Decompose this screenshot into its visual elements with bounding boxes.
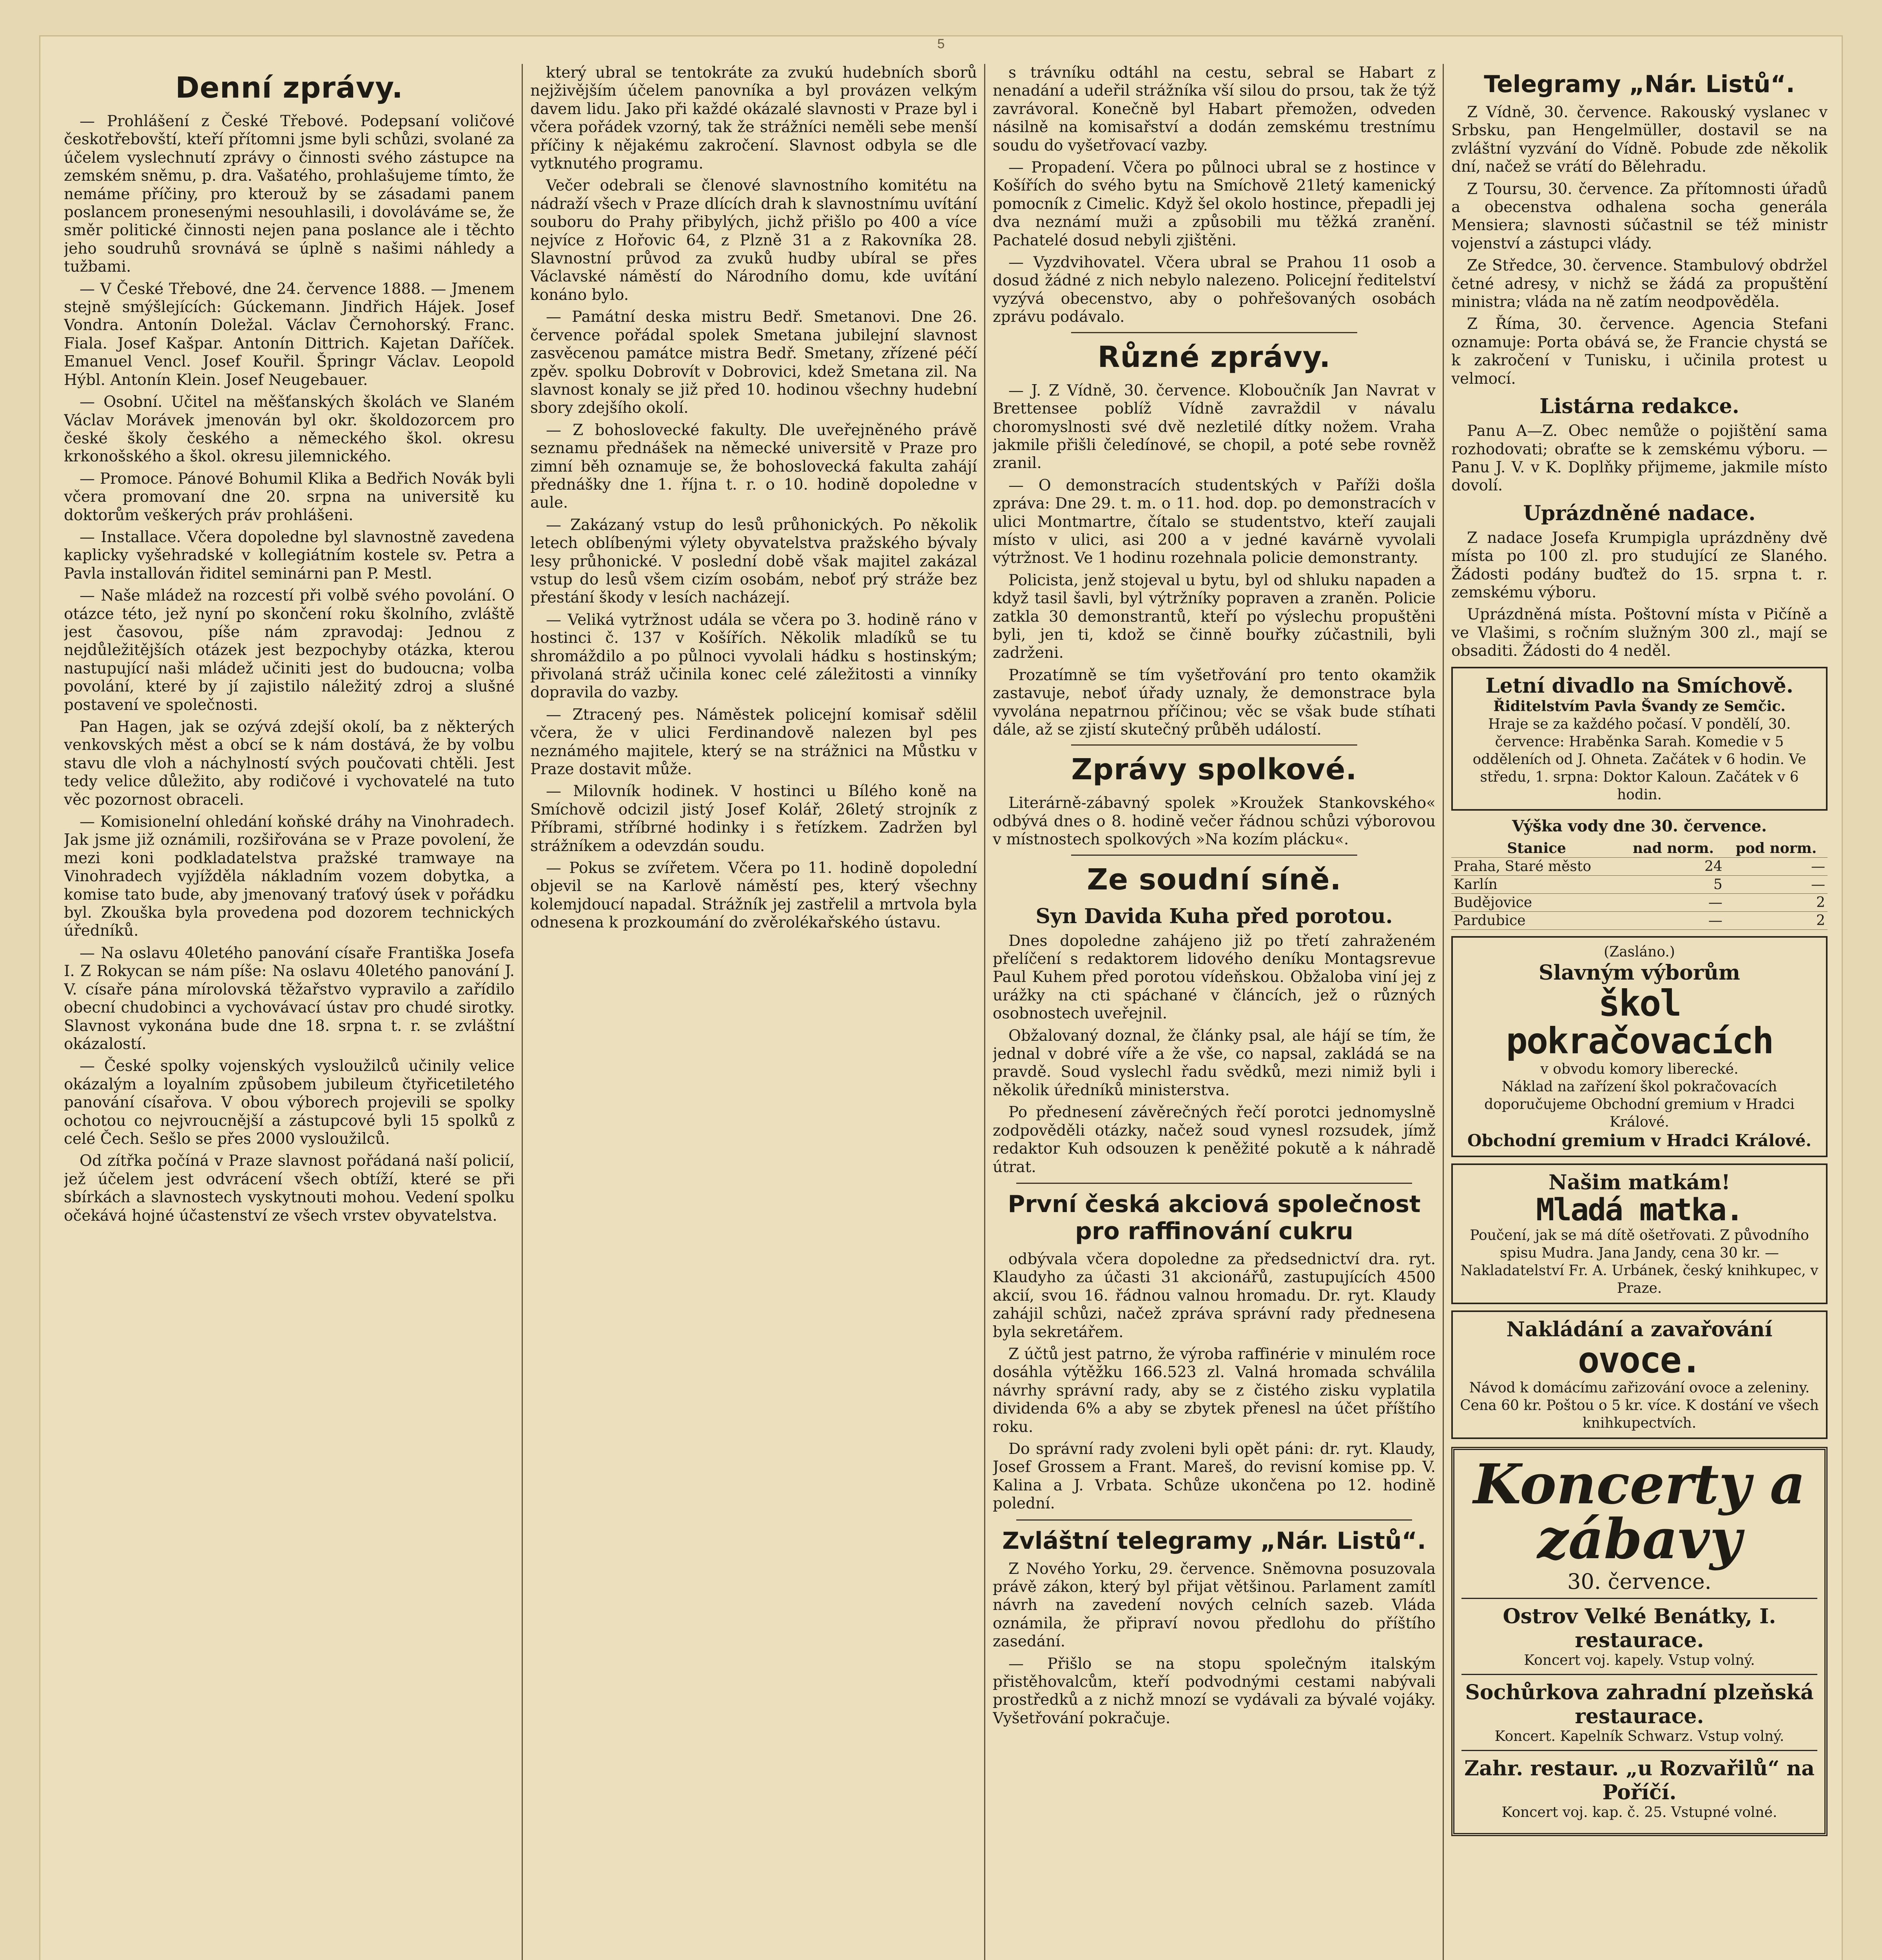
special-telegrams-heading: Zvláštní telegramy „Nár. Listů“. [1002, 1527, 1426, 1555]
water-level-cell: — [1622, 893, 1725, 911]
article-paragraph: Dnes dopoledne zahájeno již po třetí zahraženém přelíčení s redaktorem lidového deníku Montagsrevue Paul Kuhem před porotou vídeňskou. Obžaloba viní jej z urážky na cti spáchané v článcích, jež o různých osobnostech uveřejnil. [993, 932, 1436, 1023]
article-paragraph: — Naše mládež na rozcestí při volbě svého povolání. O otázce této, jež nyní po skončení roku školního, zvláště jest časovou, píše nám zpravodaj: Jednou z nejdůležitějších otázek jest bezpochyby otázka, kterou nastupující naši mládež učiniti jest do budoucna; volba povolání, které by jí zajistilo náležitý zdroj a slušné postavení ve společnosti. [64, 587, 515, 714]
concert-venue-name: Sochůrkova zahradní plzeňská restaurace. [1465, 1681, 1814, 1729]
water-level-row [1451, 911, 1828, 929]
preserves-ad-line1: Nakládání a zavařování [1506, 1317, 1773, 1341]
concerts-title: Koncerty a zábavy [1473, 1452, 1806, 1572]
newspaper-page [39, 35, 1843, 1960]
article-paragraph: Do správní rady zvoleni byli opět páni: dr. ryt. Klaudy, Josef Grossem a Frant. Mareš, do revisní komise pp. V. Kalina a J. Vrbata. Schůze ukončena po 12. hodině polední. [993, 1440, 1436, 1513]
concert-venue-detail: Koncert voj. kap. č. 25. Vstupné volné. [1501, 1804, 1777, 1821]
article-paragraph: — České spolky vojenských vysloužilců učinily velice okázalým a loyalním způsobem jubileum čtyřicetiletého panování císařova. V obou výborech projevili se spolky ochotou co nejvroucnější a zástupcové byli 15 spolků z celé Čech. Sešlo se přes 2000 vysloužilců. [64, 1057, 515, 1148]
school-ad [1451, 936, 1828, 1157]
sugar-company-headline: První česká akciová společnost pro raffinování cukru [1008, 1190, 1421, 1245]
article-paragraph: — Milovník hodinek. V hostinci u Bílého koně na Smíchově odcizil jistý Josef Kolář, 26letý strojník z Příbrami, stříbrné hodinky i s řetízkem. Zadržen byl strážníkem a odevzdán soudu. [530, 782, 977, 855]
water-level-header-row [1451, 839, 1828, 858]
daily-news-body [64, 113, 515, 1225]
foundations-body [1451, 529, 1828, 661]
article-paragraph: — Ztracený pes. Náměstek policejní komisař sdělil včera, že v ulici Ferdinandově nalezen byl pes neznámého majitele, který se na strážnici na Můstku v Praze dostavit může. [530, 706, 977, 779]
concert-venue-name: Ostrov Velké Benátky, I. restaurace. [1503, 1604, 1776, 1653]
water-level-cell: Pardubice [1451, 911, 1622, 929]
special-telegrams-body [993, 1560, 1436, 1728]
column-3-top-body [993, 64, 1436, 327]
water-level-row [1451, 857, 1828, 875]
article-paragraph: Literárně-zábavný spolek »Kroužek Stankovského« odbývá dnes o 8. hodině večer řádnou schůzi výborovou v místnostech spolkových »Na kozím plácku«. [993, 794, 1436, 849]
article-paragraph: Z Vídně, 30. července. Rakouský vyslanec v Srbsku, pan Hengelmüller, dostavil se na zvláštní vyzvání do Vídně. Pobude zde několik dní, načež se vrátí do Bělehradu. [1451, 103, 1828, 176]
article-paragraph: Ze Středce, 30. července. Stambulový obdržel četné adresy, v nichž se žádá za propuštění ministra; vláda na ně zatím neodpověděla. [1451, 257, 1828, 311]
article-paragraph: Z Toursu, 30. července. Za přítomnosti úřadů a obecenstva odhalena socha generála Mensiera; slavnosti súčastnil se též ministr vojenství a zástupci vlády. [1451, 180, 1828, 252]
water-header-cell: nad norm. [1622, 839, 1725, 858]
article-paragraph: Policista, jenž stojeval u bytu, byl od shluku napaden a když tasil šavli, byl výtržníky popraven a zraněn. Policie zatkla 30 demonstrantů, kteří po výslechu propuštěni byli, jen ti, kdož se činně bouřky zúčastnili, byli zadrženi. [993, 571, 1436, 662]
water-level-cell: — [1725, 857, 1828, 875]
section-heading-telegrams: Telegramy „Nár. Listů“. [1484, 71, 1795, 98]
column-3 [993, 64, 1436, 1960]
water-level-cell: 5 [1622, 875, 1725, 893]
article-paragraph: Uprázdněná místa. Poštovní místa v Pičíně a ve Vlašimi, s ročním služným 300 zl., mají se obsaditi. Žádosti do 4 neděl. [1451, 606, 1828, 660]
school-ad-lead: (Zasláno.) [1604, 944, 1675, 960]
theater-subtitle: Řiditelstvím Pavla Švandy ze Semčic. [1493, 698, 1786, 715]
divider [1016, 1183, 1412, 1184]
concert-venue-detail: Koncert voj. kapely. Vstup volný. [1524, 1652, 1755, 1669]
article-paragraph: Po přednesení závěrečných řečí porotci jednomyslně zodpověděli otázky, načež soud vynesl rozsudek, jímž redaktor Kuh odsouzen k peněžité pokutě a k náhradě útrat. [993, 1103, 1436, 1176]
section-heading-various-news: Různé zprávy. [1097, 340, 1331, 374]
concert-venue [1461, 1750, 1817, 1826]
section-heading-daily-news: Denní zprávy. [175, 71, 403, 105]
article-paragraph: Z Nového Yorku, 29. července. Sněmovna posuzovala právě zákon, který byl přijat většinou. Parlament zamítl návrh na zavedení nových celních sazeb. Vláda oznámila, že připraví novou předlohu do příštího zasedání. [993, 1560, 1436, 1651]
water-level-cell: Praha, Staré město [1451, 857, 1622, 875]
article-paragraph: — Osobní. Učitel na měšťanských školách ve Slaném Václav Morávek jmenován byl okr. školdozorcem pro české školy českého a německého škol. okresu krkonošského a škol. okresu jilemnického. [64, 393, 515, 466]
article-paragraph: — Zakázaný vstup do lesů průhonických. Po několik letech oblíbenými výlety obyvatelstva pražského bývaly lesy průhonické. V poslední době však majitel zakázal vstup do lesů všem cizím osobám, neboť prý stráže bez přestání škody v lesích nacházejí. [530, 516, 977, 607]
water-level-row [1451, 875, 1828, 893]
water-level-cell: 2 [1725, 893, 1828, 911]
article-paragraph: — Veliká vytržnost udála se včera po 3. hodině ráno v hostinci č. 137 v Košířích. Několik mladíků se tu shromáždilo a po půlnoci vyvolali hádku s hostinským; přivolaná stráž učinila konec celé záležitosti a vinníky dopravila do vazby. [530, 611, 977, 702]
school-ad-line1: Slavným výborům [1538, 960, 1741, 985]
article-paragraph: Z účtů jest patrno, že výroba raffinérie v minulém roce dosáhla výtěžku 166.523 zl. Valná hromada schválila návrhy správní rady, aby se z čistého zisku vyplatila dividenda 6% a aby se zbytek přenesl na účet příštího roku. [993, 1345, 1436, 1436]
editorial-body [1451, 422, 1828, 495]
article-paragraph: Z Říma, 30. července. Agencia Stefani oznamuje: Porta obává se, že Francie chystá se k zakročení v Tunisku, i učinila protest u velmocí. [1451, 315, 1828, 388]
concert-venue-name: Zahr. restaur. „u Rozvařilů“ na Poříčí. [1464, 1757, 1815, 1805]
article-paragraph: — Na oslavu 40letého panování císaře Františka Josefa I. Z Rokycan se nám píše: Na oslavu 40letého panování J. V. císaře pána mírolovská těžařstvo vypravilo a zařídilo obecní chudobinci a vychovávací ústav pro chudé sirotky. Slavnost vykonána bude dne 18. srpna t. r. se zvláštní okázalostí. [64, 944, 515, 1053]
article-paragraph: Prozatímně se tím vyšetřování pro tento okamžik zastavuje, neboť úřady uznaly, že demonstrace byla vyvolána nepatrnou příčinou; věc se však bude stíhati dále, až se zjistí skutečný průběh událostí. [993, 666, 1436, 739]
concert-venue [1461, 1674, 1817, 1750]
column-1 [64, 64, 515, 1960]
article-paragraph: s trávníku odtáhl na cestu, sebral se Habart z nenadání a udeřil strážníka vší silou do prsou, tak že týž zavrávoral. Konečně byl Habart přemožen, odveden násilně na komisařství a dodán zemskému trestnímu soudu do vyšetřovací vazby. [993, 64, 1436, 154]
various-news-body [993, 382, 1436, 739]
article-paragraph: — J. Z Vídně, 30. července. Kloboučník Jan Navrat v Brettensee poblíž Vídně zavraždil v návalu choromyslnosti své dvě nezletilé dítky nožem. Vraha jakmile přišli čeledínové, se chopil, a poté sebe rovněž zranil. [993, 381, 1436, 472]
divider [1071, 744, 1357, 746]
water-header-cell: Stanice [1451, 839, 1622, 858]
water-header-cell: pod norm. [1725, 839, 1828, 858]
water-level-cell: Karlín [1451, 875, 1622, 893]
club-news-body [993, 794, 1436, 849]
concert-venue-detail: Koncert. Kapelník Schwarz. Vstup volný. [1494, 1728, 1784, 1745]
article-paragraph: — Pokus se zvířetem. Včera po 11. hodině dopolední objevil se na Karlově náměstí pes, který všechny kolemjdoucí napadal. Strážník jej zastřelil a mrtvola byla odnesena k prozkoumání do zvěrolékařského ústavu. [530, 859, 977, 932]
school-ad-text: Náklad na zařízení škol pokračovacích doporučujeme Obchodní gremium v Hradci Králové. [1484, 1078, 1795, 1130]
theater-text: Hraje se za každého počasí. V pondělí, 30. července: Hraběnka Sarah. Komedie v 5 odděleních od J. Ohneta. Začátek v 6 hodin. Ve středu, 1. srpna: Doktor Kaloun. Začátek v 6 hodin. [1472, 716, 1806, 803]
article-paragraph: — Promoce. Pánové Bohumil Klika a Bedřich Novák byli včera promovaní dne 20. srpna na universitě ku doktorům veškerých práv prohlášeni. [64, 470, 515, 524]
article-paragraph: — Komisionelní ohledání koňské dráhy na Vinohradech. Jak jsme již oznámili, rozšiřována se v Praze povolení, že mezi koni podkladatelstva pražské tramwaye na Vinohradech vyjížděla nákladním vozem dobytka, a komise tato bude, aby jmenovaný traťový úsek v pořádku byl. Zkouška byla provedena pod dozorem technických úředníků. [64, 813, 515, 940]
water-level-title: Výška vody dne 30. července. [1512, 817, 1767, 835]
article-paragraph: Z nadace Josefa Krumpigla uprázdněny dvě místa po 100 zl. pro studující ze Slaného. Žádosti podány buďtež do 15. srpna t. r. zemskému výboru. [1451, 529, 1828, 601]
divider [1071, 855, 1357, 856]
article-paragraph: Panu A—Z. Obec nemůže o pojištění sama rozhodovati; obraťte se k zemskému výboru. — Panu J. V. v K. Doplňky přijmeme, jakmile místo dovolí. [1451, 422, 1828, 495]
section-heading-club-news: Zprávy spolkové. [1071, 753, 1357, 787]
school-ad-sign: Obchodní gremium v Hradci Králové. [1467, 1131, 1811, 1150]
school-ad-line2: v obvodu komory liberecké. [1540, 1061, 1739, 1077]
theater-ad [1451, 667, 1828, 811]
telegrams-body [1451, 103, 1828, 388]
column-4 [1451, 64, 1828, 1960]
mothers-ad [1451, 1163, 1828, 1304]
article-paragraph: — Vyzdvihovatel. Včera ubral se Prahou 11 osob a dosud žádné z nich nebylo nalezeno. Policejní ředitelství vyzývá obecenstvo, aby o pohřešovaných osobách zprávu podávalo. [993, 254, 1436, 326]
column-rule [1443, 64, 1444, 1960]
water-level-cell: — [1622, 911, 1725, 929]
water-level-cell: 24 [1622, 857, 1725, 875]
column-rule [522, 64, 523, 1960]
concerts-box [1451, 1447, 1828, 1836]
divider [1016, 1519, 1412, 1521]
court-subheading: Syn Davida Kuha před porotou. [1035, 904, 1393, 928]
water-level-cell: — [1725, 875, 1828, 893]
page-number: 5 [937, 36, 945, 51]
concert-venue [1461, 1598, 1817, 1674]
article-paragraph: odbývala včera dopoledne za předsednictví dra. ryt. Klaudyho za účasti 31 akcionářů, zastupujících 4500 akcií, svou 16. řádnou valnou hromadu. Dr. ryt. Klaudy zahájil schůzi, načež zpráva správní rady přednesena byla sekretářem. [993, 1250, 1436, 1341]
water-level-table [1451, 839, 1828, 930]
sugar-company-body [993, 1250, 1436, 1513]
preserves-ad-big: ovoce. [1577, 1339, 1701, 1381]
section-heading-court: Ze soudní síně. [1087, 862, 1342, 897]
article-paragraph: — V České Třebové, dne 24. července 1888. — Jmenem stejně smýšlejících: Gúckemann. Jindřich Hájek. Josef Vondra. Antonín Doležal. Václav Černohorský. Franc. Fiala. Josef Kašpar. Antonín Dittrich. Kajetan Daříček. Emanuel Vencl. Josef Kouřil. Špringr Václav. Leopold Hýbl. Antonín Klein. Josef Neugebauer. [64, 280, 515, 389]
section-heading-foundations: Uprázdněné nadace. [1523, 501, 1756, 525]
article-paragraph: Pan Hagen, jak se ozývá zdejší okolí, ba z některých venkovských měst a obcí se k nám dostává, že by volbu stavu dle vloh a náchylností svých poučovati chtěli. Jest tedy velice důležito, aby rodičové i vychovatelé na tuto věc pozornost obraceli. [64, 718, 515, 809]
section-heading-editorial: Listárna redakce. [1539, 394, 1739, 419]
article-paragraph: Večer odebrali se členové slavnostního komitétu na nádraží všech v Praze dlících drah k slavnostnímu uvítání souboru do Prahy přibylých, jichž přišlo po 400 a více nejvíce z Hořovic 64, z Plzně 31 a z Rakovníka 28. Slavnostní průvod za zvuků hudby ubíral se přes Václavské náměstí do Národního domu, kde uvítání konáno bylo. [530, 177, 977, 304]
court-body [993, 932, 1436, 1176]
column-2-body [530, 64, 977, 932]
preserves-ad [1451, 1310, 1828, 1439]
school-ad-big: škol pokračovacích [1506, 982, 1773, 1062]
concerts-venues [1461, 1598, 1817, 1826]
article-paragraph: — Propadení. Včera po půlnoci ubral se z hostince v Košířích do svého bytu na Smíchově 21letý kamenický pomocník z Cimelic. Když šel okolo hostince, přepadli jej dva neznámí muži a způsobili mu těžká zranění. Pachatelé dosud nebyli zjištěni. [993, 159, 1436, 249]
water-level-cell: 2 [1725, 911, 1828, 929]
article-paragraph: — O demonstracích studentských v Paříži došla zpráva: Dne 29. t. m. o 11. hod. dop. po demonstracích v ulici Montmartre, čítalo se studentstvo, kteří zaujali místo v ulici, asi 200 a v jedné kavárně vyvolali výtržnost. Ve 1 hodinu rozehnala policie demonstranty. [993, 476, 1436, 567]
water-level-rows [1451, 857, 1828, 929]
column-rule [984, 64, 985, 1960]
mothers-ad-big: Mladá matka. [1536, 1192, 1743, 1228]
theater-title: Letní divadlo na Smíchově. [1485, 673, 1793, 698]
article-paragraph: — Installace. Včera dopoledne byl slavnostně zavedena kaplicky vyšehradské v kollegiátním kostele sv. Petra a Pavla installován řiditel seminárni pan P. Mestl. [64, 528, 515, 583]
article-paragraph: — Přišlo se na stopu společným italským přistěhovalcům, kteří podvodnými cestami nabývali prostředků a z nichž mnozí se vydávali za bývalé vojáky. Vyšetřování pokračuje. [993, 1655, 1436, 1727]
mothers-ad-text: Poučení, jak se má dítě ošetřovati. Z původního spisu Mudra. Jana Jandy, cena 30 kr. — Nakladatelství Fr. A. Urbánek, český knihkupec, v Praze. [1460, 1227, 1819, 1296]
article-paragraph: — Prohlášení z České Třebové. Podepsaní voličové českotřebovští, kteří přítomni jsme byli schůzi, svolané za účelem vyslechnutí zprávy o činnosti svého zástupce na zemském sněmu, p. dra. Vašatého, prohlašujeme tímto, že nemáme příčiny, pro kterouž by se zásadami panem poslancem pronesenými nesouhlasili, i dovoláváme se, že směr politické činnosti nejen pana poslance ale i těchto jeho soudruhů srovnává se úplně s našimi náhledy a tužbami. [64, 113, 515, 276]
water-level-cell: Budějovice [1451, 893, 1622, 911]
article-paragraph: — Památní deska mistru Bedř. Smetanovi. Dne 26. července pořádal spolek Smetana jubilejní slavnost zasvěcenou památce mistra Bedř. Smetany, zřízené péčí zpěv. spolku Dobrovít v Dobrovici, kdež Smetana zil. Na slavnost konaly se již před 10. hodinou všechny hudební sbory zdejšího okolí. [530, 308, 977, 417]
article-paragraph: Od zítřka počíná v Praze slavnost pořádaná naší policií, jež účelem jest odvrácení všech obtíží, které se při sbírkách a slavnostech vyskytnouti mohou. Vedení spolku očekává hojné účastenství ze všech vrstev obyvatelstva. [64, 1152, 515, 1225]
article-paragraph: který ubral se tentokráte za zvukú hudebních sborů nejživějším účelem panovníka a byl provázen velkým davem lidu. Jako při každé okázalé slavnosti v Praze byl i včera pořádek vzorný, tak že strážníci neměli sebe menší příčiny k nějakému zakročení. Slavnost odbyla se dle vytknutého programu. [530, 64, 977, 173]
divider [1071, 332, 1357, 333]
preserves-ad-text: Návod k domácímu zařizování ovoce a zeleniny. Cena 60 kr. Poštou o 5 kr. více. K dostání ve všech knihkupectvích. [1460, 1380, 1819, 1432]
concerts-date: 30. července. [1567, 1569, 1712, 1594]
mothers-ad-line1: Našim matkám! [1548, 1170, 1730, 1194]
column-2 [530, 64, 977, 1960]
article-paragraph: — Z bohoslovecké fakulty. Dle uveřejněného právě seznamu přednášek na německé universitě v Praze pro zimní běh oznamuje se, že bohoslovecká fakulta zahájí přednášky dne 1. října t. r. o 10. hodině dopoledne v aule. [530, 421, 977, 512]
article-paragraph: Obžalovaný doznal, že články psal, ale hájí se tím, že jednal v dobré víře a že vše, co napsal, zakládá se na pravdě. Soud vyslechl řadu svědků, mezi nimiž byli i několik úředníků ministerstva. [993, 1027, 1436, 1099]
water-level-row [1451, 893, 1828, 911]
